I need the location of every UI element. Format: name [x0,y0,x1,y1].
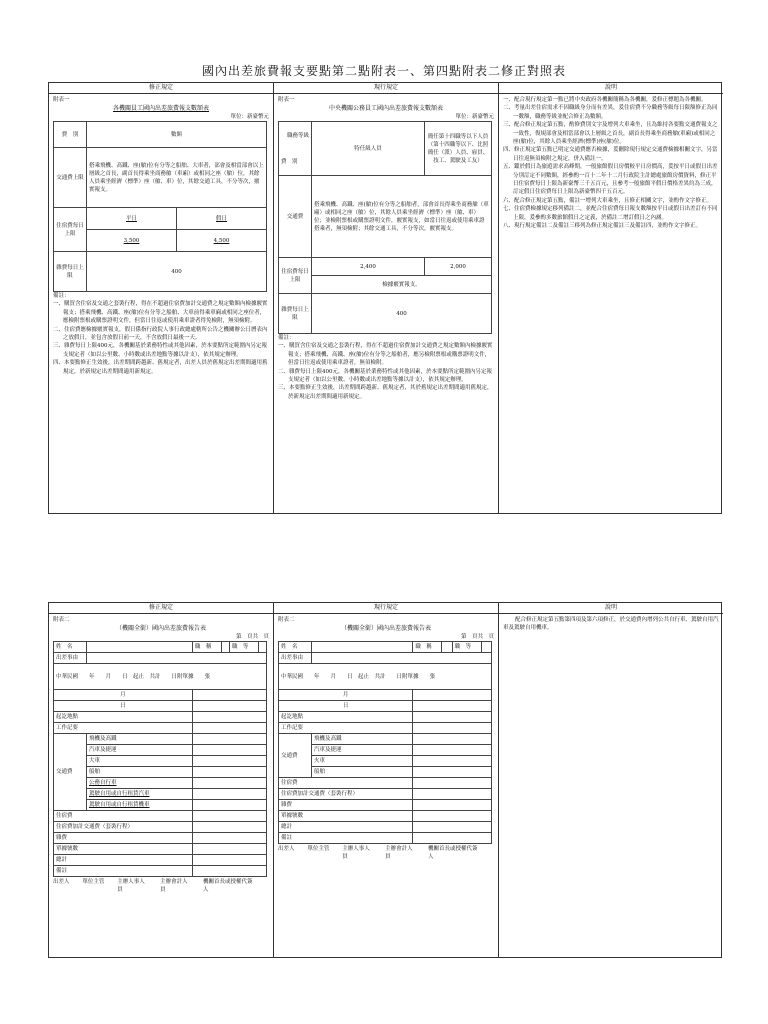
receipts-value [192,844,266,855]
amount-table [278,121,492,334]
post-value [221,642,229,653]
misc-value [192,833,266,844]
transport-cell: 搭乘飛機、高鐵、座(艙)位有分等之船舶、大車者，部會及相當部會以上層級之首長，副首長得乘坐商務艙（車廂）或相同之座（艙）位，其餘人員乘坐經濟（標準）座（艙、車）位，其餘交通工具，不分等次，覈實報支。 [87,148,267,208]
signer-label: 主辦人事人員 [342,846,370,860]
notes-heading: 備註： [278,335,295,341]
explanation-item: 七、住宿費檢據規定移列備註二，並配合住宿費每日報支數額按平日或假日出差訂有不同上限，爰參酌多數旅館假日之定義，於備註二增訂假日之內涵。 [503,206,718,221]
column-header-amended: 修正規定 [49,603,273,614]
total-value [413,822,492,833]
places-label: 起訖地點 [54,712,193,723]
misc-amount: 400 [87,252,267,292]
misc-amount: 400 [312,294,492,334]
amount-table-title: 中央機關公務員工國內出差旅費報支數額表 [328,105,443,112]
period-row: 中華民國 年 月 日 起止 共計 日附單據 張 [54,664,267,690]
weekday-amount: 3,500 [87,230,177,252]
transport-value [192,745,266,756]
receipts-value [413,811,492,822]
reason-label: 出差事由 [279,653,312,664]
total-value [192,855,266,866]
page-count: 第 頁共 頁 [460,634,494,640]
transport-item: 飛機及高鐵 [87,734,193,745]
row-fee-label: 費 別 [281,158,298,165]
package-label: 住宿費加計交通費（套裝行程） [54,822,193,833]
row-lodging-label: 住宿費每日上限 [54,208,87,252]
weekday-label: 平日 [87,208,177,230]
transport-value [192,767,266,778]
misc-value [413,800,492,811]
transport-item: 大車 [87,756,193,767]
transport-item: 飛機及高鐵 [312,734,413,745]
remarks-label: 備註 [279,833,413,844]
lodging-label: 住宿費 [54,811,193,822]
note-item: 一、購買含住宿及交通之套裝行程，得在不超過住宿費加計交通費之規定數額內檢據覈實報支；搭乘飛機、高鐵、座(艙)位有分等之船舶、大車前得乘車廂或相同之座位者，應檢附票根或購票證明文件，但當日往返或使用乘車證者得免檢附，無須檢附。 [53,301,268,325]
package-value [192,822,266,833]
name-label: 姓 名 [279,642,312,653]
transport-value [413,745,492,756]
rank-fee-label [279,122,312,176]
name-value [312,642,413,653]
row-lodging-label: 住宿費每日上限 [279,258,312,294]
unit-label: 單位：新臺幣元 [455,114,494,120]
page-count: 第 頁共 頁 [235,634,269,640]
lodging-special-amount: 2,400 [312,258,425,276]
post-value [442,642,452,653]
column-header-amended: 修正規定 [49,83,273,94]
explanation-item: 六、配合修正規定第五點，備註一增列大車乘坐，且修正相關文字，並酌作文字修正。 [503,197,713,204]
row-transport-label: 交通費上限 [54,148,87,208]
column-current [274,603,499,957]
rank-value [481,642,491,653]
day-value [192,701,266,712]
day-label: 日 [279,701,413,712]
column-header-current: 現行規定 [274,603,498,614]
transport-item: 駕駛自用或自行租賃汽車 [87,789,193,800]
holiday-amount: 4,500 [177,230,267,252]
rank-label: 職務等級 [286,132,309,139]
amount-table [53,121,267,292]
column-header-current: 現行規定 [274,83,498,94]
column-header-note: 說明 [499,603,723,614]
transport-value [413,756,492,767]
work-value [192,723,266,734]
transport-cell: 搭乘飛機、高鐵、座(艙)位有分等之船舶者，部會首長得乘坐商務艙（車廂）或相同之座（艙）位，其餘人員乘坐經濟（標準）座（艙、車）位；並檢附票根或購票證明文件，覈實報支，如當日往返或使用乘車證搭乘者，無須檢附；其餘交通工具，不分等次，覈實報支。 [312,176,492,258]
transport-item: 船舶 [312,767,413,778]
transport-item: 火車 [312,756,413,767]
transport-item: 駕駛自用或自行租賃機車 [87,800,193,811]
signature-row [278,845,478,861]
lodging-value [192,811,266,822]
transport-item: 汽車及捷運 [312,745,413,756]
receipts-label: 單據號數 [54,844,193,855]
signer-label: 單位主管 [307,846,330,852]
attachment-label: 附表二 [53,617,70,623]
row-misc-label: 雜費每日上限 [54,252,87,292]
period-row: 中華民國 年 月 日 起止 共計 日附單據 張 [279,664,492,690]
places-label: 起訖地點 [279,712,413,723]
reason-label: 出差事由 [54,653,87,664]
work-label: 工作記要 [279,723,413,734]
transport-item: 汽車及捷運 [87,745,193,756]
document-title: 國內出差旅費報支要點第二點附表一、第四點附表二修正對照表 [201,64,566,78]
day-label: 日 [54,701,193,712]
note-item: 三、本要點修正生效後，出差期間跨越新、舊規定者，其於舊規定出差期間適用舊規定，於新規定出差期間適用新規定。 [278,385,493,400]
transport-value [192,756,266,767]
row-misc-label: 雜費每日上限 [279,294,312,334]
comparison-table-top [48,82,722,514]
transport-label: 交通費 [279,734,312,778]
transport-value [413,767,492,778]
note-item: 二、雜費每日上限400元，各機關基於業務特性或其他因素，於本要點所定範圍內另定報支規定者（如以公里數、小時數或出差地點等據以計支），依其規定辦理。 [278,368,493,384]
note-item: 二、住宿費應檢據覈實報支，假日係指行政院人事行政總處轄所公告之機關辦公日曆表內之放假日，並包含放假日前一天，不含放假日最後一天。 [53,326,268,342]
lodging-value [413,778,492,789]
explanation-item: 二、考量出差住宿需求不因職級身分而有差異，爰住宿費不分職務等級每日限額修正為同一數額，職務等級並配合修正為數額。 [503,105,718,120]
transport-value [192,800,266,811]
lodging-others-amount: 2,000 [425,258,492,276]
note-item: 一、購買含住宿及交通之套裝行程，得在不超過住宿費加計交通費之規定數額內檢據覈實報支；搭乘飛機、高鐵、座(艙)位有分等之船舶者，應另檢附票根或購票證明文件，但當日往返或使用乘車證者，無須檢附。 [278,343,493,367]
signer-label: 主辦會計人員 [160,879,188,893]
remarks-value [192,866,266,877]
misc-label: 雜費 [279,800,413,811]
transport-item: 公務自行車 [87,778,193,789]
amount-table-title: 各機關員工國內出差旅費報支數額表 [112,105,209,112]
signer-label: 機關首長或授權代簽人 [202,879,253,893]
note-item: 四、本要點修正生效後，出差期間跨越新、舊規定者，出差人員於舊規定出差期間適用舊規定，於新規定出差期間適用新規定。 [53,360,268,375]
remarks-label: 備註 [54,866,193,877]
attachment-label: 附表一 [53,97,70,103]
column-note [499,83,723,513]
signer-label: 機關首長或授權代簽人 [427,846,478,860]
total-label: 總計 [279,822,413,833]
explanation-item: 八、現行規定備註二及備註三移列為修正規定備註三及備註四，並酌作文字修正。 [503,223,702,230]
signature-row [53,878,253,894]
special-rank-header: 特任級人員 [312,122,425,176]
transport-value [413,734,492,745]
travel-report-form [53,641,267,877]
post-label: 職 稱 [413,642,442,653]
explanation-item: 四、修正規定第五點已明定交通費應否檢據，爰刪除現行規定交通費檢據相關文字，另當日往返無須檢附之規定，併入備註一。 [503,147,718,162]
post-label: 職 稱 [192,642,221,653]
work-value [413,723,492,734]
attachment-label: 附表二 [278,617,295,623]
signer-label: 主辦人事人員 [117,879,145,893]
total-label: 總計 [54,855,193,866]
row-transport-label: 交通費 [279,176,312,258]
explanation-item: 五、鑑於假日為旅遊需求高峰期，一般旅館假日房價較平日房價高，爰按平日或假日出差分別訂定不同數額，經參酌一百十二年十二月行政院主計總處旅館房價資料，修正平日住宿費每日上限為新臺幣三千五百元，且參考一般旅館平假日價格差異約為三成，訂定假日住宿費每日上限為新臺幣四千五百元。 [503,164,718,196]
comparison-table-bottom [48,602,722,958]
form-title: （機關全銜）國內出差旅費報告表 [115,625,206,632]
name-label: 姓 名 [54,642,87,653]
column-current [274,83,499,513]
transport-value [192,778,266,789]
row-fee-label: 費 別 [54,122,87,148]
package-value [413,789,492,800]
column-amended [49,83,274,513]
column-note [499,603,723,957]
receipts-label: 單據號數 [279,811,413,822]
rank-label: 職 等 [452,642,481,653]
signer-label: 出差人 [278,846,295,852]
explanation-item: 三、配合修正規定第五點，酌修費別文字及增列大車乘坐，且為維持各要點交通費報支之一致性，復規部會及相當部會以上層級之首長，副首長得乘坐商務艙(車廂)或相同之座(艙)位，其餘人員乘坐經濟(標準)座(艙)位。 [503,122,718,146]
month-value [192,690,266,701]
work-label: 工作記要 [54,723,193,734]
unit-label: 單位：新臺幣元 [230,114,269,120]
lodging-label: 住宿費 [279,778,413,789]
signer-label: 出差人 [53,879,70,885]
places-value [413,712,492,723]
travel-report-form [278,641,492,844]
transport-value [192,789,266,800]
transport-label: 交通費 [54,734,87,811]
explanation-text: 配合修正規定第五點第四項及第六項修正，於交通費內增列公共自行車、駕駛自用汽車及駕駛自用機車。 [503,617,719,632]
note-item: 三、雜費每日上限400元，各機關基於業務特性或其他因素，於本要點所定範圍內另定報支規定者（如以公里數、小時數或出差地點等據以計支），依其規定辦理。 [53,343,268,358]
places-value [192,712,266,723]
name-value [87,642,193,653]
misc-label: 雜費 [54,833,193,844]
lodging-note: 檢據覈實報支。 [312,276,492,294]
column-amended [49,603,274,957]
transport-value [192,734,266,745]
rank-label: 職 等 [229,642,258,653]
month-label: 月 [54,690,193,701]
day-value [413,701,492,712]
form-title: （機關全銜）國內出差旅費報告表 [340,625,431,632]
other-rank-header: 簡任第十四職等以下人員（第十四職等以下、比照簡任（派）人員、雇員、技工、駕駛及工友） [425,122,492,176]
signer-label: 主辦會計人員 [385,846,413,860]
column-header-note: 說明 [499,83,723,94]
remarks-value [413,833,492,844]
month-label: 月 [279,690,413,701]
holiday-label: 假日 [177,208,267,230]
reason-value [312,653,492,664]
month-value [413,690,492,701]
amount-header: 數額 [87,122,267,148]
explanation-item: 一、配合現行規定第一點已將中央政府各機關簡稱為各機關，爰修正標題為各機關。 [503,97,707,103]
reason-value [87,653,267,664]
attachment-label: 附表一 [278,97,295,103]
signer-label: 單位主管 [82,879,105,885]
package-label: 住宿費加計交通費（套裝行程） [279,789,413,800]
notes-heading: 備註： [53,293,70,299]
transport-item: 船舶 [87,767,193,778]
rank-value [258,642,266,653]
